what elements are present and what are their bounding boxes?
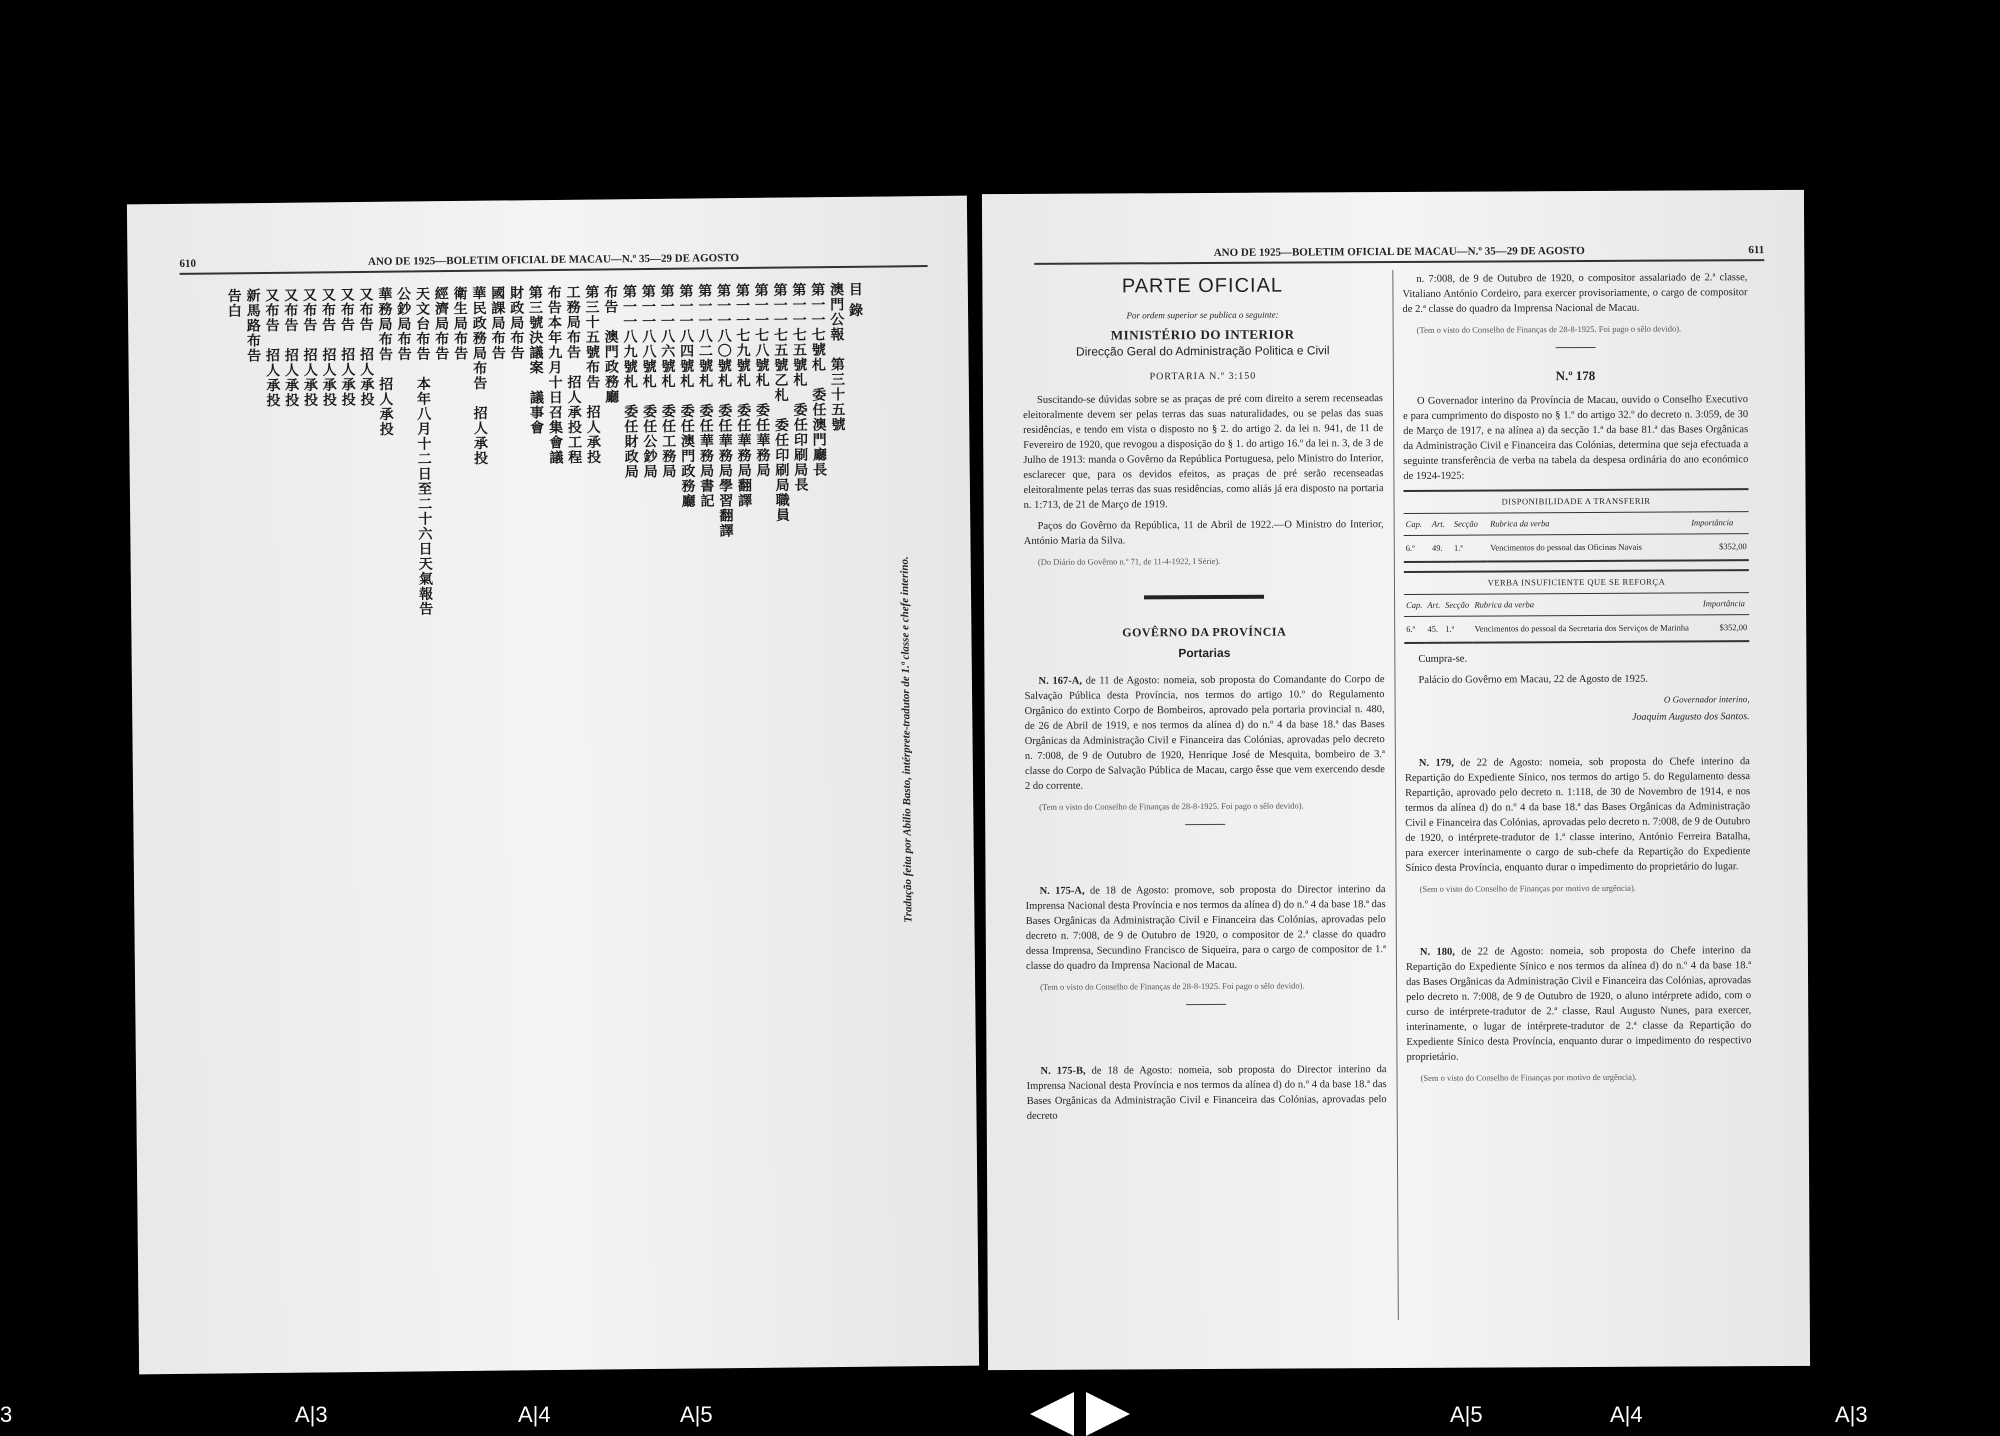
index-column: 第一一八四號札 委任澳門政務廳 xyxy=(677,283,696,509)
reinforce-table xyxy=(1404,569,1749,644)
index-column: 第一一七五號乙札 委任印刷局職員 xyxy=(771,282,790,523)
short-rule xyxy=(1555,347,1595,348)
portaria-175a: N. 175-A, de 18 de Agosto: promove, sob proposta do Director interino da Imprensa Nacional desta Província e nos termos da alínea d) do n.º 4 da base 18.ª das Bases Orgânicas da Administração Civil e Financeira das Colónias, aprovadas pelo decreto n. 7:008, de 9 de Outubro de 1920, o compositor de 2.ª classe do quadro dessa Imprensa, Secundino Francisco de Siqueira, para o cargo de compositor de 1.ª classe do quadro da Imprensa Nacional de Macau. xyxy=(1025,884,1386,972)
table-cell: $352,00 xyxy=(1689,534,1749,561)
portarias-heading: Portarias xyxy=(1178,645,1231,661)
section-title: PARTE OFICIAL xyxy=(1121,274,1284,298)
col-header: Cap. xyxy=(1404,514,1430,536)
page-number-left: 610 xyxy=(179,257,197,270)
portaria-text: Suscitando-se dúvidas sobre se as praças de pré com direito a serem recenseadas eleitoralmente devem ser pelas terras das suas naturalidades, ou se pelas das suas residências, e tendo em vista o disposto no § 2. do artigo 2. da lei n. 941, de 11 de Fevereiro de 1920, que revogou a disposição do § 1. do artigo 16.º da lei n. 3, de 3 de Julho de 1913: manda o Govêrno da República Portuguesa, pelo Ministro do Interior, esclarecer que, para os devidos efeitos, as praças de pré serão recenseadas eleitoralmente pelas terras das suas residências, como aliás já era disposto na portaria n. 1:713, de 21 de Março de 1919. xyxy=(1023,393,1384,511)
table-cell: 45. xyxy=(1425,616,1443,643)
film-marker: 3 xyxy=(0,1402,13,1427)
portaria-place: Paços do Govêrno da República, 11 de Abril de 1922.—O Ministro do Interior, António Maria da Silva. xyxy=(1023,519,1384,547)
index-column: 澳門公報 第三十五號 xyxy=(827,281,846,433)
table-cell: Vencimentos do pessoal das Oficinas Navais xyxy=(1488,534,1689,562)
column-left xyxy=(1022,272,1386,1130)
table-cell: 6.º xyxy=(1404,616,1425,643)
col-header: Art. xyxy=(1430,514,1452,536)
portaria-source: (Do Diário do Govêrno n.º 71, de 11-4-1922, I Série). xyxy=(1037,555,1221,567)
governador-title: O Governador interino, xyxy=(1663,694,1750,705)
col-header: Importância xyxy=(1689,512,1749,534)
portaria-180-note: (Sem o visto do Conselho de Finanças por motivo de urgência). xyxy=(1420,1071,1637,1083)
index-column: 工務局布告 招人承投工程 xyxy=(564,284,583,465)
palacio-line: Palácio do Govêrno em Macau, 22 de Agosto de 1925. xyxy=(1418,673,1649,686)
col-header: Rubrica da verba xyxy=(1488,512,1689,535)
running-title-left: ANO DE 1925—BOLETIM OFICIAL DE MACAU—N.º 35—29 DE AGOSTO xyxy=(367,252,740,268)
index-column: 第一一八六號札 委任工務局 xyxy=(658,283,677,479)
index-column: 華務局布告 招人承投 xyxy=(376,286,394,437)
index-column: 華民政務局布告 招人承投 xyxy=(470,285,489,466)
column-divider xyxy=(1392,270,1398,1320)
index-column: 又布告 招人承投 xyxy=(282,287,300,408)
cumpra-se: Cumpra-se. xyxy=(1418,653,1468,665)
film-marker: A|4 xyxy=(518,1402,551,1427)
index-column: 第三十五號布告 招人承投 xyxy=(583,284,602,465)
governo-heading: GOVÊRNO DA PROVÍNCIA xyxy=(1122,624,1287,640)
index-column: 第一一七八號札 委任華務局 xyxy=(752,282,771,478)
index-column: 第一一七五號札 委任印刷局長 xyxy=(790,282,809,493)
portaria-180: N. 180, de 22 de Agosto: nomeia, sob proposta do Chefe interino da Repartição do Expediente Sínico e nos termos da alínea d) do n.º 4 da base 18.ª das Bases Orgânicas da Administração Civil e Financeira das Colónias, aprovadas pelo decreto n. 7:008, de 9 de Outubro de 1920, o aluno intérprete adido, com o curso de intérprete-tradutor de 2.ª classe, Raul Augusto Nunes, para exercer, interinamente, o lugar de intérprete-tradutor de 2.ª classe da Repartição do Expediente Sínico desta Província, enquanto durar o impedimento do respectivo proprietário. xyxy=(1405,945,1752,1063)
right-page xyxy=(982,190,1810,1370)
governador-name: Joaquim Augusto dos Santos. xyxy=(1632,711,1750,723)
index-column: 經濟局布告 xyxy=(432,286,450,362)
index-column: 第一一七號札 委任澳門廳長 xyxy=(809,282,828,478)
direcao-heading: Direcção Geral do Administração Politica e Civil xyxy=(1075,343,1330,359)
index-column: 布告 澳門政務廳 xyxy=(602,284,620,405)
column-right xyxy=(1402,270,1751,1096)
running-head-left xyxy=(179,250,927,275)
portaria-175a-note: (Tem o visto do Conselho de Finanças de 28-8-1925. Foi pago o sêlo devido). xyxy=(1040,980,1305,992)
portaria-175b: N. 175-B, de 18 de Agosto: nomeia, sob proposta do Director interino da Imprensa Nacional desta Província e nos termos da alínea d) do n.º 4 da base 18.ª das Bases Orgânicas da Administração Civil e Financeira das Colónias, aprovadas pelo decreto xyxy=(1026,1064,1387,1122)
reinforce-table-caption: VERBA INSUFICIENTE QUE SE REFORÇA xyxy=(1404,569,1749,595)
index-column: 衛生局布告 xyxy=(451,285,469,362)
index-column: 第一一八九號札 委任財政局 xyxy=(620,284,639,480)
col-header: Cap. xyxy=(1404,595,1425,617)
portaria-179-note: (Sem o visto do Conselho de Finanças por motivo de urgência). xyxy=(1419,882,1636,894)
page-number-right: 611 xyxy=(1748,244,1765,257)
running-head-right xyxy=(1034,244,1764,265)
index-column: 又布告 招人承投 xyxy=(319,287,337,408)
film-marker: A|3 xyxy=(295,1402,328,1427)
index-column: 國課局布告 xyxy=(489,285,506,361)
col-header: Rubrica da verba xyxy=(1472,593,1701,616)
index-column: 目 錄 xyxy=(846,281,864,318)
order-line: Por ordem superior se publica o seguinte: xyxy=(1126,309,1279,321)
index-column: 第一一八〇號札 委任華務局學習翻譯 xyxy=(715,283,734,539)
short-rule xyxy=(1186,1004,1226,1005)
index-column: 第一一八八號札 委任公鈔局 xyxy=(639,283,658,480)
table-cell: 49. xyxy=(1430,535,1452,562)
index-column: 又布告 招人承投 xyxy=(263,287,281,409)
col-header: Secção xyxy=(1452,514,1488,536)
index-column: 天文台布告 本年八月十二日至二十六日天氣報告 xyxy=(413,286,434,617)
continued-text: n. 7:008, de 9 de Outubro de 1920, o compositor assalariado de 2.ª classe, Vitaliano António Cordeiro, para exercer provisoriamente, o cargo de compositor de 2.ª classe do quadro da Imprensa Nacional de Macau. xyxy=(1402,272,1748,315)
table-cell: 1.ª xyxy=(1452,535,1488,562)
index-column: 又布告 招人承投 xyxy=(357,286,375,408)
table-cell: 6.º xyxy=(1404,535,1430,562)
running-title-right: ANO DE 1925—BOLETIM OFICIAL DE MACAU—N.º 35—29 DE AGOSTO xyxy=(1213,245,1585,259)
translation-note: Tradução feita por Abilio Basto, intérprete-tradutor de 1.ª classe e chefe interino. xyxy=(898,556,915,923)
transfer-table xyxy=(1403,488,1748,563)
index-column: 布告本年九月十日召集會議 xyxy=(545,284,564,466)
col-header: Importância xyxy=(1701,593,1749,615)
film-marker: A|5 xyxy=(680,1402,713,1427)
ministry-heading: MINISTÉRIO DO INTERIOR xyxy=(1110,326,1295,343)
transfer-table-caption: DISPONIBILIDADE A TRANSFERIR xyxy=(1403,488,1748,514)
index-column: 公鈔局布告 xyxy=(395,286,412,362)
short-rule xyxy=(1185,824,1225,825)
portaria-167a-note: (Tem o visto do Conselho de Finanças de 28-8-1925. Foi pago o sêlo devido). xyxy=(1039,800,1304,812)
film-marker: A|5 xyxy=(1450,1402,1483,1427)
table-row xyxy=(1404,615,1749,643)
section-rule xyxy=(1144,595,1264,600)
index-column: 第三號決議案 議事會 xyxy=(526,285,545,436)
index-column: 第一一七九號札 委任華務局翻譯 xyxy=(733,282,753,509)
n178-title: N.º 178 xyxy=(1555,367,1596,384)
portaria-title: PORTARIA N.º 3:150 xyxy=(1149,370,1257,383)
table-cell: 1.ª xyxy=(1443,616,1473,643)
film-marker: A|3 xyxy=(1835,1402,1868,1427)
index-column: 又布告 招人承投 xyxy=(338,287,356,408)
table-cell: Vencimentos do pessoal da Secretaria dos Serviços de Marinha xyxy=(1473,615,1702,643)
film-strip xyxy=(0,1400,2000,1433)
table-cell: $352,00 xyxy=(1701,615,1749,642)
index-column: 告白 xyxy=(225,288,242,319)
index-column: 又布告 招人承投 xyxy=(300,287,319,408)
index-column: 第一一八二號札 委任華務局書記 xyxy=(696,283,715,509)
n178-text: O Governador interino da Província de Macau, ouvido o Conselho Executivo e para cumprimento do disposto no § 1.º do artigo 32.º do decreto n. 3:059, de 30 de Março de 1917, e na alínea a) da secção 1.ª da base 81.ª das Bases Orgânicas da Administração Civil e Financeira das Colónias, determina que seja efectuada a seguinte transferência de verba na tabela da despesa ordinária do ano económico de 1924-1925: xyxy=(1403,394,1749,482)
left-page xyxy=(127,196,979,1375)
continued-note: (Tem o visto do Conselho de Finanças de 28-8-1925. Foi pago o sêlo devido). xyxy=(1416,323,1682,335)
col-header: Art. xyxy=(1425,595,1443,617)
index-column: 新馬路布告 xyxy=(244,288,262,364)
table-row xyxy=(1404,534,1749,562)
film-marker: A|4 xyxy=(1610,1402,1643,1427)
index-column: 財政局布告 xyxy=(507,285,525,361)
portaria-167a: N. 167-A, de 11 de Agosto: nomeia, sob proposta do Comandante do Corpo de Salvação Pública desta Província, nos termos do artigo 10.º do Regulamento Orgânico do extinto Corpo de Bombeiros, aprovado pela portaria provincial n. 480, de 26 de Abril de 1919, e nos termos da alínea d) do n.º 4 da base 18.ª das Bases Orgânicas da Administração Civil e Financeira das Colónias, aprovadas pelo decreto n. 7:008, de 9 de Outubro de 1920, Henrique José de Mesquita, bombeiro de 3.ª classe do Corpo de Salvação Pública de Macau, cargo êsse que vem exercendo desde 2 do corrente. xyxy=(1024,674,1385,792)
portaria-179: N. 179, de 22 de Agosto: nomeia, sob proposta do Chefe interino da Repartição do Expediente Sínico, nos termos do artigo 5. do Regulamento dessa Repartição, aprovado pelo decreto n. 1:118, de 30 de Novembro de 1914, e nos termos da alínea d) do n.º 4 da base 18.ª das Bases Orgânicas da Administração Civil e Financeira das Colónias, aprovadas pelo decreto n. 7:008, de 9 de Outubro de 1920, o intérprete-tradutor de 1.ª classe interino, António Ferreira Batalha, para exercer interinamente o cargo de sub-chefe da Repartição do Expediente Sínico desta Província, enquanto durar o impedimento do proprietário do lugar. xyxy=(1404,756,1751,874)
col-header: Secção xyxy=(1443,595,1472,617)
chinese-index xyxy=(223,282,873,1289)
